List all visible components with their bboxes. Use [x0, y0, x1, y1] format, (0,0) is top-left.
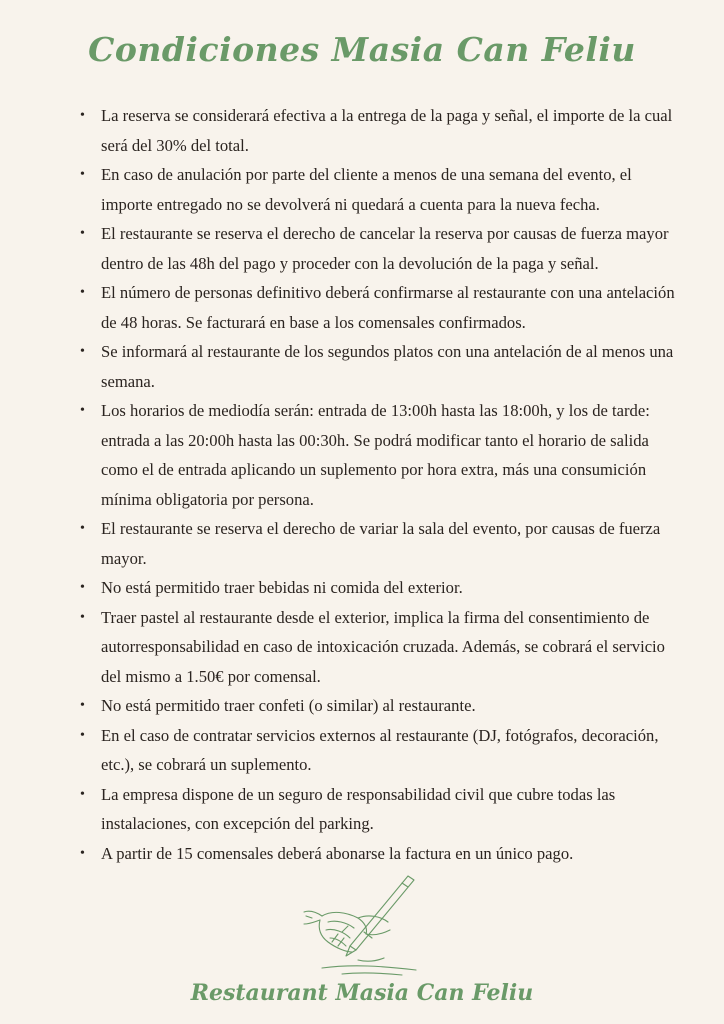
condition-item — [80, 573, 685, 603]
bullet-icon: • — [80, 108, 85, 123]
condition-item — [80, 396, 685, 514]
condition-text: No está permitido traer confeti (o similar) al restaurante. — [101, 696, 476, 715]
condition-text: La reserva se considerará efectiva a la entrega de la paga y señal, el importe de la cual será del 30% del total. — [101, 106, 673, 155]
condition-text: El restaurante se reserva el derecho de cancelar la reserva por causas de fuerza mayor dentro de las 48h del pago y proceder con la devolución de la paga y señal. — [101, 224, 669, 273]
condition-text: A partir de 15 comensales deberá abonarse la factura en un único pago. — [101, 843, 574, 863]
conditions-list — [80, 101, 685, 868]
footer-brand: Restaurant Masia Can Feliu — [190, 980, 534, 1006]
hand-writing-with-pen-icon — [302, 872, 422, 980]
condition-text: La empresa dispone de un seguro de responsabilidad civil que cubre todas las instalaciones, con excepción del parking. — [101, 784, 616, 833]
bullet-icon: • — [80, 226, 85, 241]
page-title: Condiciones Masia Can Feliu — [88, 30, 636, 69]
condition-text: El restaurante se reserva el derecho de variar la sala del evento, por causas de fuerza mayor. — [101, 519, 661, 568]
condition-text: En caso de anulación por parte del cliente a menos de una semana del evento, el importe entregado no se devolverá ni quedará a cuenta para la nueva fecha. — [101, 165, 632, 214]
bullet-icon: • — [80, 521, 85, 536]
condition-item — [80, 603, 685, 692]
condition-item — [80, 219, 685, 278]
condition-text: Traer pastel al restaurante desde el exterior, implica la firma del consentimiento de autorresponsabilidad en caso de intoxicación cruzada. Además, se cobrará el servicio del mismo a 1.50€ por comensal. — [101, 607, 665, 686]
bullet-icon: • — [80, 580, 85, 595]
condition-text: El número de personas definitivo deberá confirmarse al restaurante con una antelación de 48 horas. Se facturará en base a los comensales confirmados. — [101, 283, 675, 332]
condition-item — [80, 721, 685, 780]
bullet-icon: • — [80, 344, 85, 359]
bullet-icon: • — [80, 285, 85, 300]
condition-item — [80, 839, 685, 869]
condition-text: Los horarios de mediodía serán: entrada de 13:00h hasta las 18:00h, y los de tarde: entrada a las 20:00h hasta las 00:30h. Se podrá modificar tanto el horario de salida como el de entrada aplicando un suplemento por hora extra, más una consumición mínima obligatoria por persona. — [101, 401, 650, 509]
condition-item — [80, 278, 685, 337]
bullet-icon: • — [80, 786, 85, 802]
condition-text: No está permitido traer bebidas ni comida del exterior. — [101, 578, 463, 597]
bullet-icon: • — [80, 698, 85, 713]
bullet-icon: • — [80, 609, 85, 625]
bullet-icon: • — [80, 167, 85, 182]
condition-item — [80, 337, 685, 396]
condition-item — [80, 691, 685, 721]
bullet-icon: • — [80, 845, 85, 861]
bullet-icon: • — [80, 403, 85, 418]
bullet-icon: • — [80, 727, 85, 743]
condition-text: Se informará al restaurante de los segundos platos con una antelación de al menos una semana. — [101, 342, 674, 391]
condition-text: En el caso de contratar servicios externos al restaurante (DJ, fotógrafos, decoración, etc.), se cobrará un suplemento. — [101, 725, 659, 774]
condition-item — [80, 514, 685, 573]
condition-item — [80, 780, 685, 839]
condition-item — [80, 160, 685, 219]
condition-item — [80, 101, 685, 160]
